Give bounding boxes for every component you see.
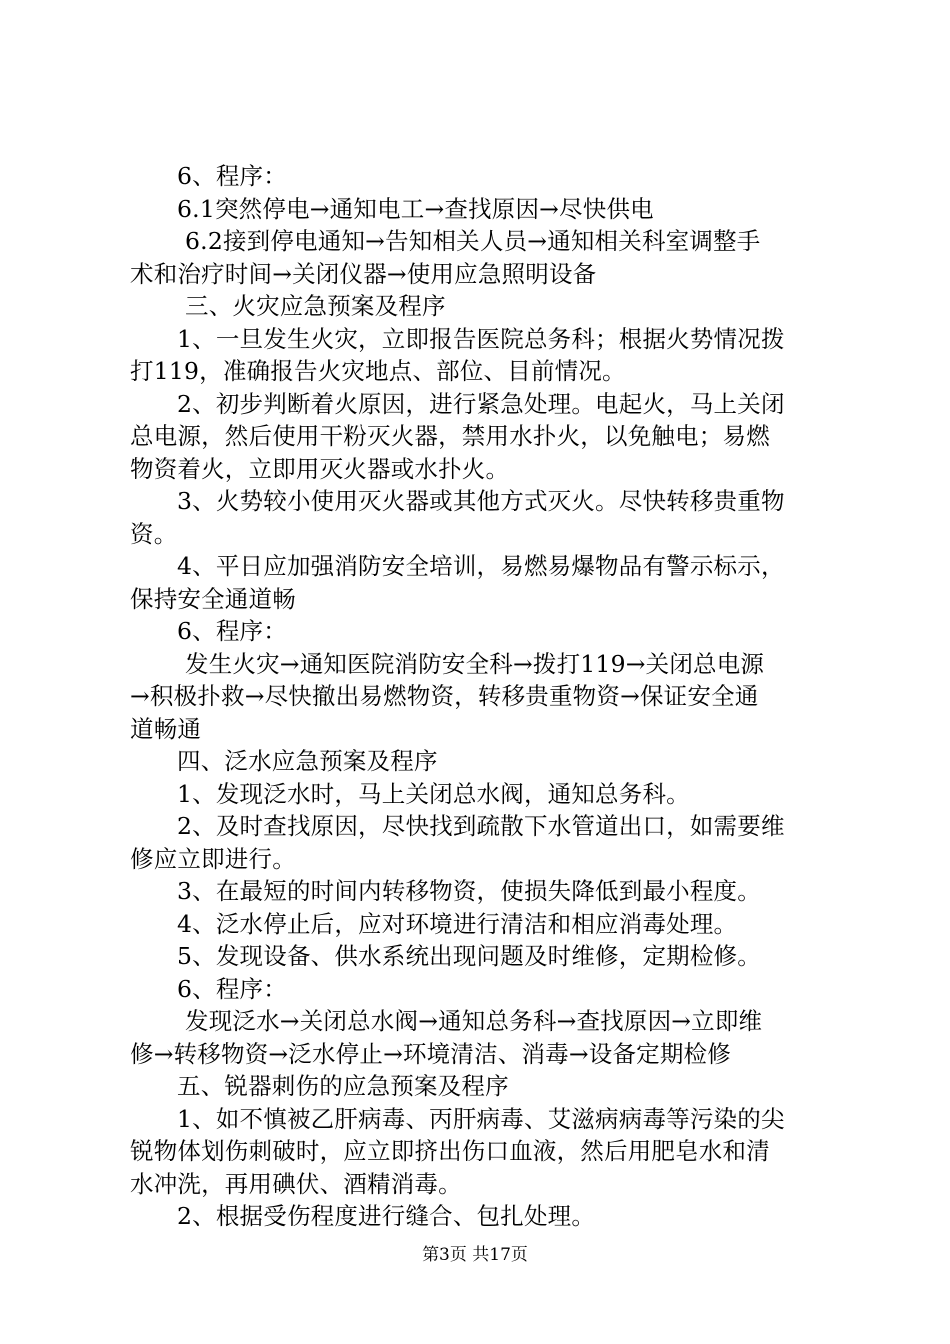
text-line: 6.2接到停电通知→告知相关人员→通知相关科室调整手 bbox=[185, 227, 761, 255]
text-line: 1、发现泛水时，马上关闭总水阀，通知总务科。 bbox=[177, 779, 690, 808]
text-line: 术和治疗时间→关闭仪器→使用应急照明设备 bbox=[130, 259, 597, 288]
text-line: 3、在最短的时间内转移物资，使损失降低到最小程度。 bbox=[177, 877, 761, 905]
text-line: 6.1突然停电→通知电工→查找原因→尽快供电 bbox=[177, 194, 654, 223]
text-line: 资。 bbox=[130, 519, 178, 548]
text-line: 6、程序： bbox=[177, 162, 287, 190]
text-line: 锐物体划伤刺破时，应立即挤出伤口血液，然后用肥皂水和清 bbox=[130, 1137, 770, 1165]
text-line: 1、一旦发生火灾，立即报告医院总务科；根据火势情况拨 bbox=[177, 324, 785, 353]
text-line: 5、发现设备、供水系统出现问题及时维修，定期检修。 bbox=[177, 942, 761, 970]
text-line: 水冲洗，再用碘伏、酒精消毒。 bbox=[130, 1169, 462, 1198]
text-line: 3、火势较小使用灭火器或其他方式灭火。尽快转移贵重物 bbox=[177, 487, 785, 515]
text-line: 打119，准确报告火灾地点、部位、目前情况。 bbox=[130, 357, 626, 385]
text-line: 三、火灾应急预案及程序 bbox=[185, 292, 446, 320]
text-line: 2、及时查找原因，尽快找到疏散下水管道出口，如需要维 bbox=[177, 812, 785, 840]
text-line: 修应立即进行。 bbox=[130, 844, 296, 873]
text-line: →积极扑救→尽快撤出易燃物资，转移贵重物资→保证安全通 bbox=[130, 682, 759, 710]
text-line: 修→转移物资→泛水停止→环境清洁、消毒→设备定期检修 bbox=[130, 1039, 731, 1068]
text-line: 发现泛水→关闭总水阀→通知总务科→查找原因→立即维 bbox=[185, 1007, 763, 1035]
text-line: 发生火灾→通知医院消防安全科→拨打119→关闭总电源 bbox=[185, 649, 765, 678]
page-footer: 第3页 共17页 bbox=[422, 1245, 528, 1265]
text-line: 2、初步判断着火原因，进行紧急处理。电起火，马上关闭 bbox=[177, 389, 785, 418]
text-line: 五、锐器刺伤的应急预案及程序 bbox=[177, 1072, 509, 1100]
text-line: 4、平日应加强消防安全培训，易燃易爆物品有警示标示， bbox=[177, 552, 785, 580]
text-line: 1、如不慎被乙肝病毒、丙肝病毒、艾滋病病毒等污染的尖 bbox=[177, 1104, 785, 1133]
text-line: 2、根据受伤程度进行缝合、包扎处理。 bbox=[177, 1202, 596, 1230]
document-body bbox=[130, 160, 830, 1233]
text-line: 6、程序： bbox=[177, 617, 287, 645]
text-line: 道畅通 bbox=[130, 714, 202, 743]
text-line: 4、泛水停止后，应对环境进行清洁和相应消毒处理。 bbox=[177, 909, 738, 938]
text-line: 物资着火，立即用灭火器或水扑火。 bbox=[130, 454, 510, 483]
text-line: 保持安全通道畅 bbox=[130, 584, 296, 613]
text-line: 6、程序： bbox=[177, 974, 287, 1003]
text-line: 总电源，然后使用干粉灭火器，禁用水扑火，以免触电；易燃 bbox=[130, 422, 770, 450]
text-line: 四、泛水应急预案及程序 bbox=[177, 747, 438, 775]
